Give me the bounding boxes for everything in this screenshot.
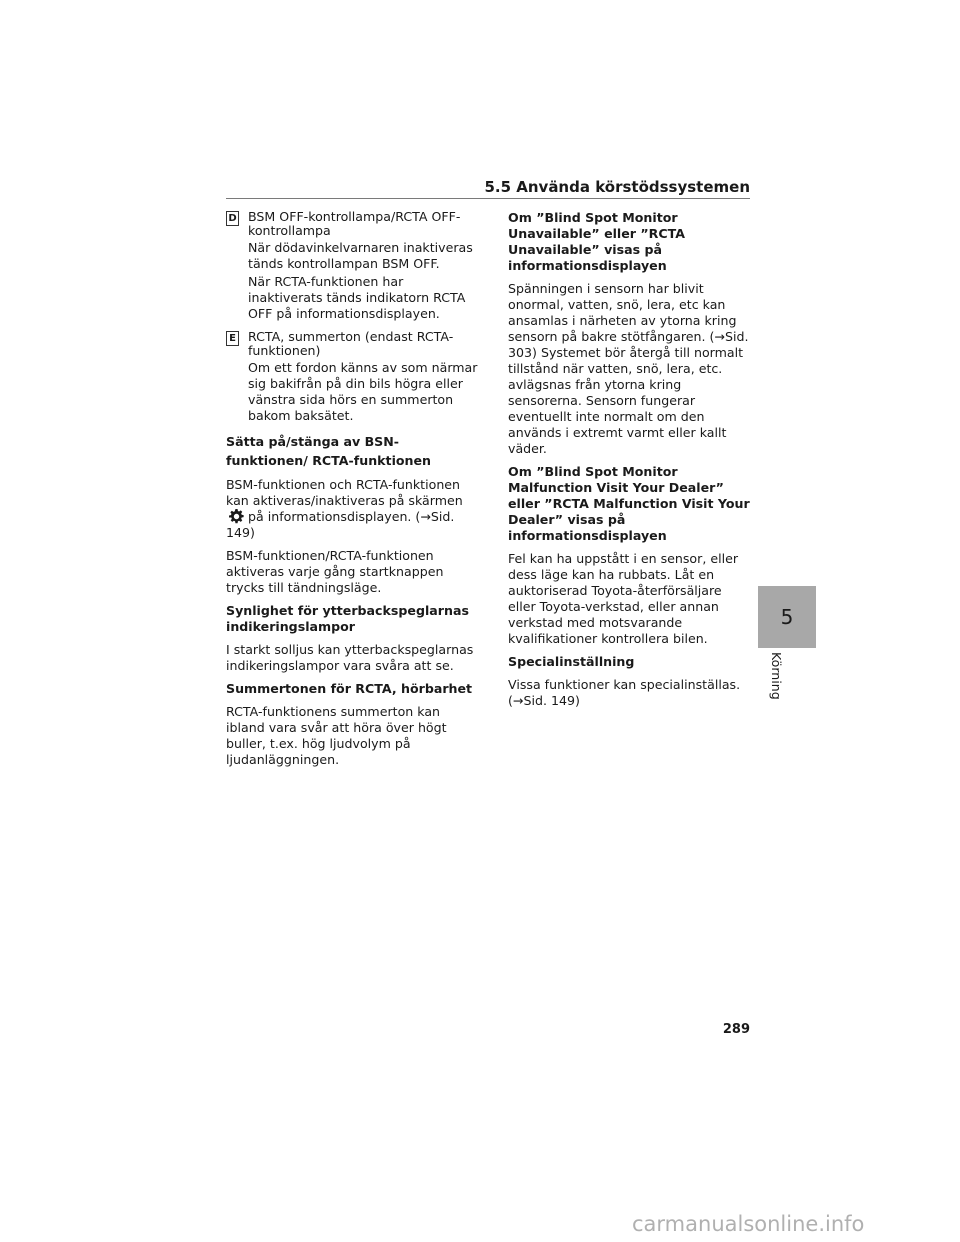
header-divider <box>226 198 750 199</box>
paragraph-bsm-toggle-a: BSM-funktionen och RCTA-funktionen kan aktiveras/inaktiveras på skärmen <box>226 477 463 508</box>
heading-unavailable: Om ”Blind Spot Monitor Unavailable” eller ”RCTA Unavailable” visas på informationsdisplayen <box>508 210 685 273</box>
legend-item-e <box>226 330 478 424</box>
item-body-d <box>248 240 478 322</box>
item-title-e: RCTA, summerton (endast RCTA-funktionen) <box>248 329 454 358</box>
item-d-text-2: När RCTA-funktionen har inaktiverats tänds indikatorn RCTA OFF på informationsdisplayen. <box>248 274 466 321</box>
chapter-label: Körning <box>769 652 784 700</box>
paragraph-rcta-audibility: RCTA-funktionens summerton kan ibland vara svår att höra över högt buller, t.ex. hög ljudvolym på ljudanläggningen. <box>226 704 447 767</box>
watermark: carmanualsonline.info <box>632 1212 865 1236</box>
heading-malfunction: Om ”Blind Spot Monitor Malfunction Visit Your Dealer” eller ”RCTA Malfunction Visit Your Dealer” visas på informationsdisplayen <box>508 464 750 543</box>
paragraph-bsm-activation: BSM-funktionen/RCTA-funktionen aktiveras varje gång startknappen trycks till tändningsläge. <box>226 548 444 595</box>
item-key-e: E <box>226 331 239 346</box>
paragraph-bsm-toggle <box>226 477 478 541</box>
heading-customization: Specialinställning <box>508 654 635 669</box>
legend-item-d <box>226 210 478 322</box>
heading-rcta-audibility: Summertonen för RCTA, hörbarhet <box>226 681 473 696</box>
item-e-text-1: Om ett fordon känns av som närmar sig bakifrån på din bils högra eller vänstra sida hörs en summerton bakom baksätet. <box>248 360 478 423</box>
paragraph-unavailable: Spänningen i sensorn har blivit onormal, vatten, snö, lera, etc kan ansamlas i närheten av ytorna kring sensorn på bakre stötfångaren. (→Sid. 303) Systemet bör återgå till normalt tillstånd när vatten, snö, lera, etc. avlägsnas från ytorna kring sensorerna. Sensorn fungerar eventuellt inte normalt om den används i extremt varmt eller kallt väder. <box>508 281 749 456</box>
paragraph-customization: Vissa funktioner kan specialinställas. (→Sid. 149) <box>508 677 741 708</box>
item-body-e <box>248 360 478 424</box>
section-title: 5.5 Använda körstödssystemen <box>484 178 750 196</box>
item-title-d: BSM OFF-kontrollampa/RCTA OFF-kontrollampa <box>248 209 461 238</box>
chapter-number: 5 <box>780 605 794 629</box>
paragraph-bsm-toggle-b: på informationsdisplayen. (→Sid. 149) <box>226 509 455 540</box>
paragraph-mirror-visibility: I starkt solljus kan ytterbackspeglarnas indikeringslampor vara svåra att se. <box>226 642 474 673</box>
item-key-d: D <box>226 211 239 226</box>
heading-bsm-toggle: Sätta på/stänga av BSN-funktionen/ RCTA-funktionen <box>226 434 432 468</box>
chapter-tab[interactable] <box>758 586 816 648</box>
right-column <box>508 210 750 716</box>
gear-icon <box>229 509 244 524</box>
left-column <box>226 210 478 775</box>
item-d-text-1: När dödavinkelvarnaren inaktiveras tänds kontrollampan BSM OFF. <box>248 240 473 271</box>
page-number: 289 <box>722 1022 750 1037</box>
paragraph-malfunction: Fel kan ha uppstått i en sensor, eller dess läge kan ha rubbats. Låt en auktoriserad Toyota-återförsäljare eller Toyota-verkstad, eller annan verkstad med motsvarande kvalifikationer kontrollera bilen. <box>508 551 738 646</box>
heading-mirror-visibility: Synlighet för ytterbackspeglarnas indikeringslampor <box>226 603 469 634</box>
